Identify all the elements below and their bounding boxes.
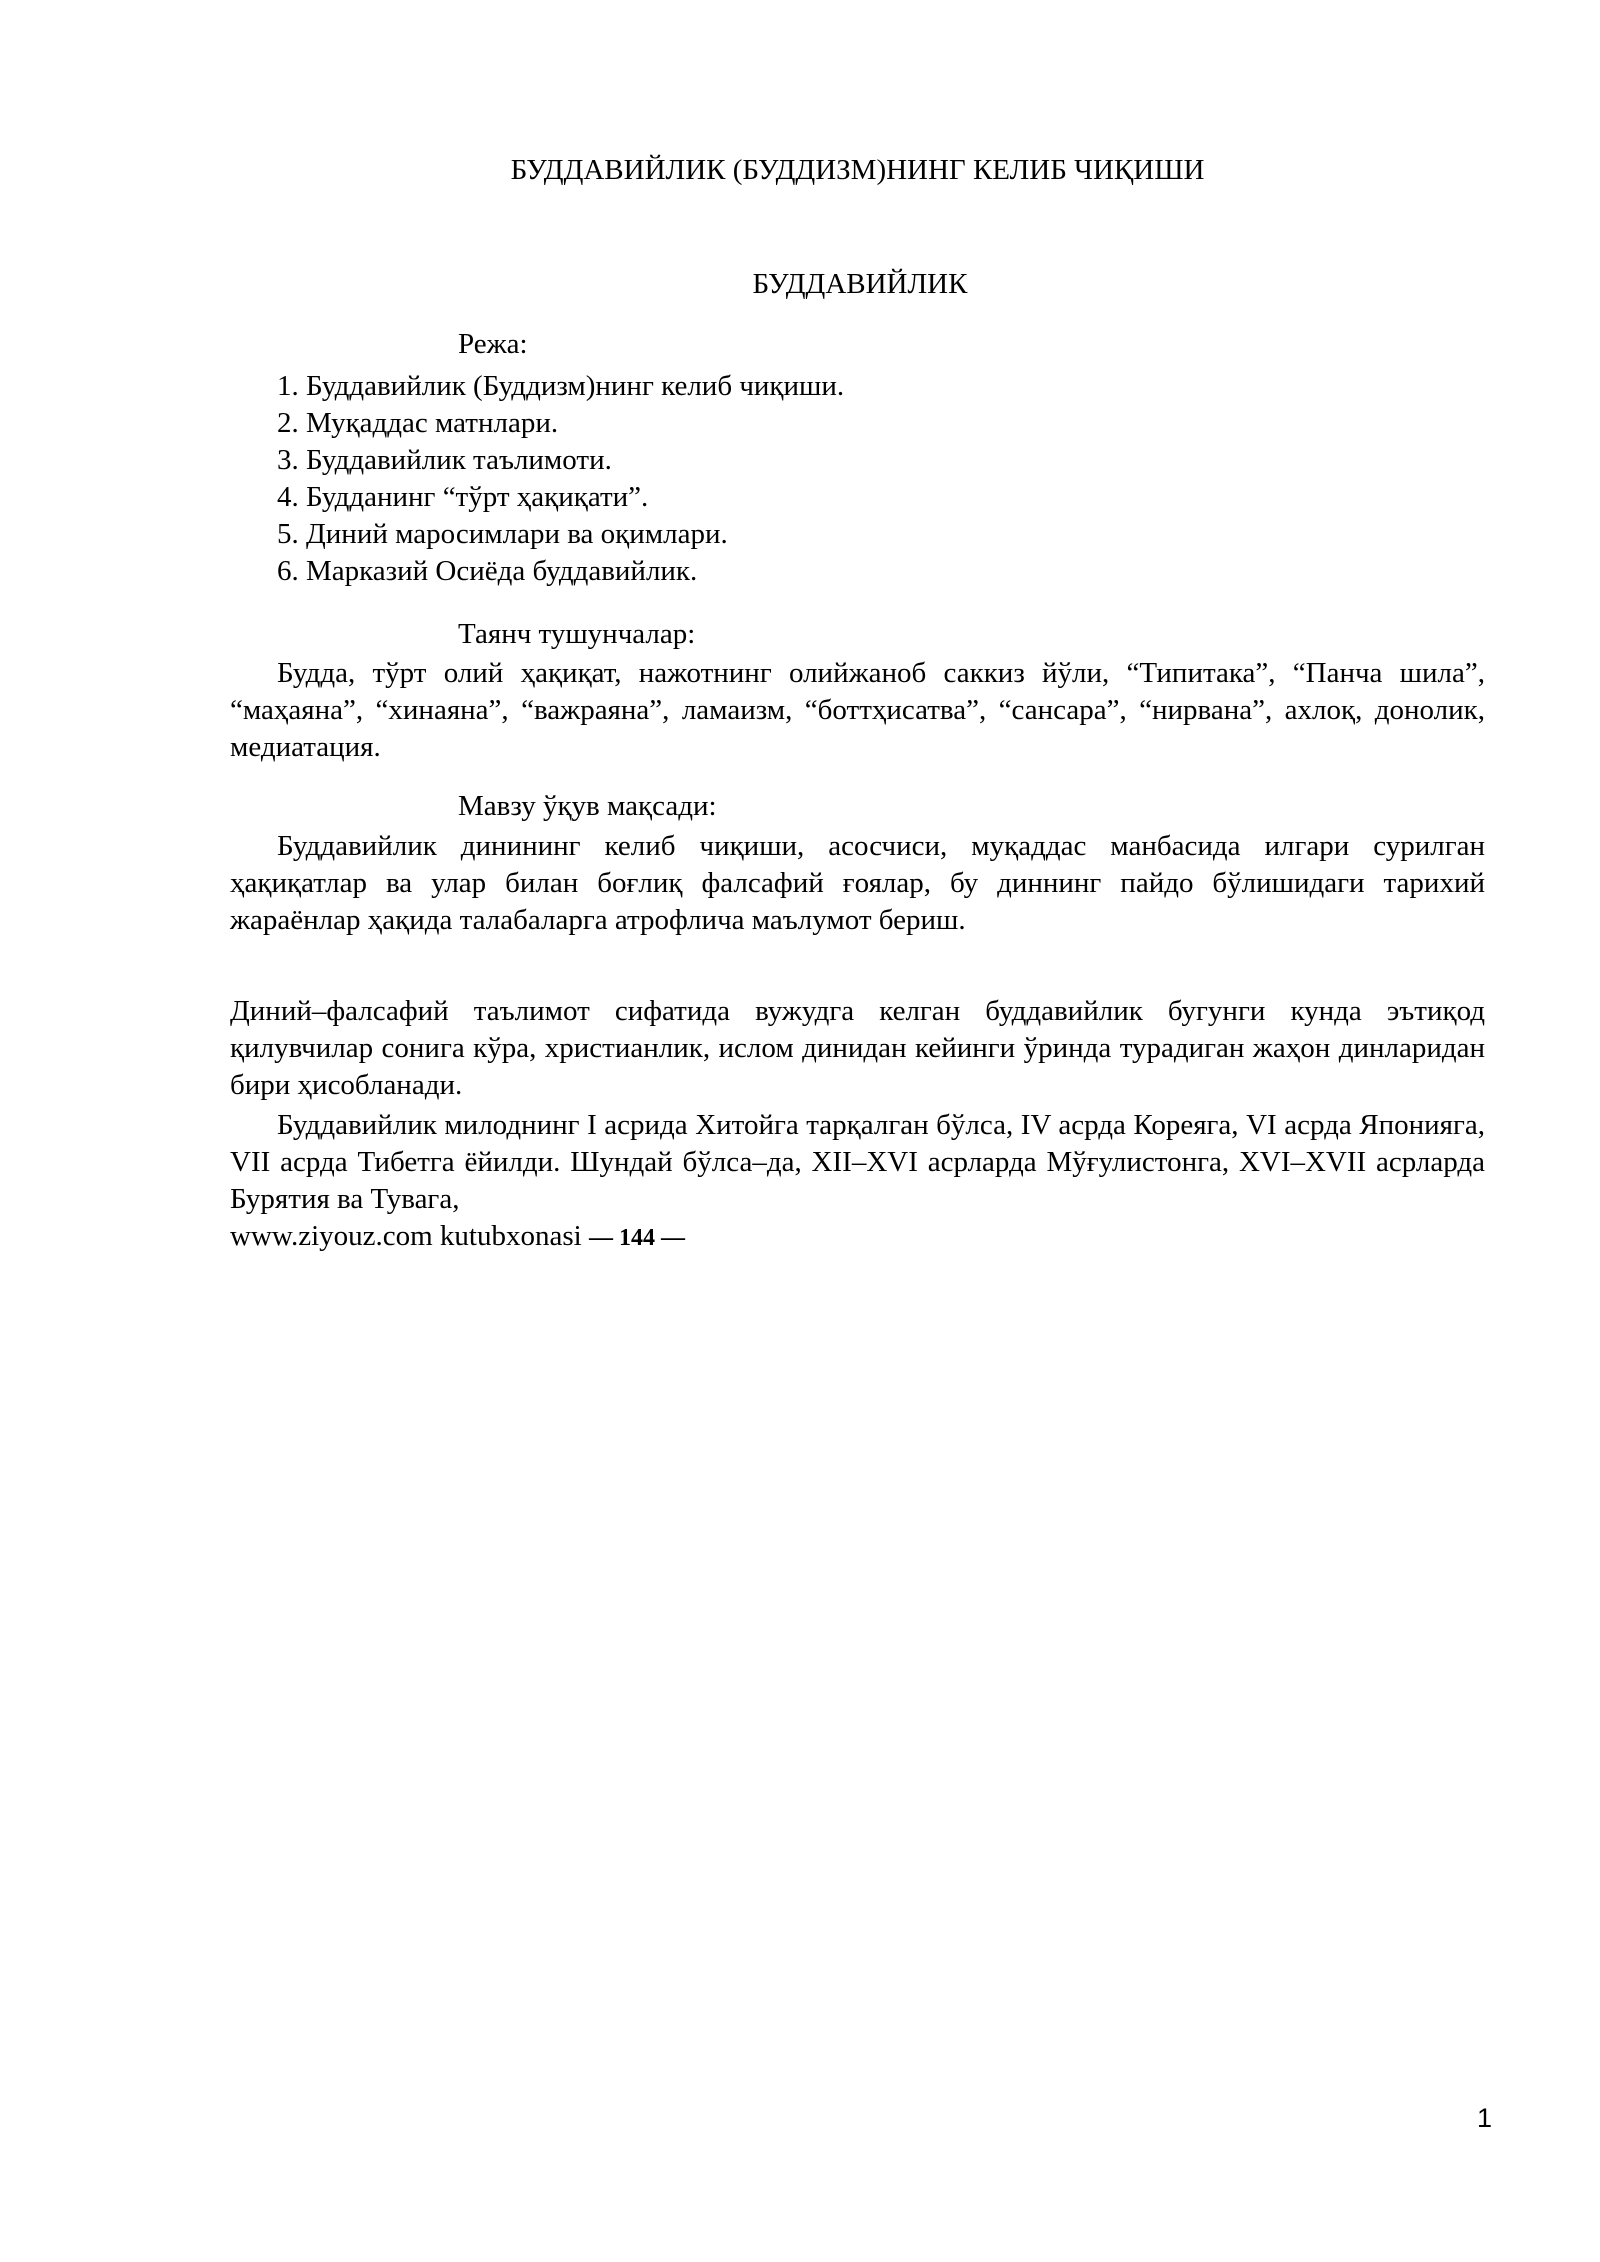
document-subtitle: БУДДАВИЙЛИК xyxy=(752,268,968,300)
goal-text: Буддавийлик динининг келиб чиқиши, асосчиси, муқаддас манбасида илгари сурилган ҳақиқатлар ва улар билан боғлиқ фалсафий ғоялар, бу диннинг пайдо бўлишидаги тарихий жараёнлар ҳақида талабаларга атрофлича маълумот бериш. xyxy=(230,830,1485,936)
plan-item: 3. Буддавийлик таълимоти. xyxy=(277,444,612,476)
plan-item: 1. Буддавийлик (Буддизм)нинг келиб чиқиши. xyxy=(277,370,845,402)
goal-heading: Мавзу ўқув мақсади: xyxy=(458,790,717,822)
footer-source: www.ziyouz.com kutubxonasi xyxy=(230,1220,582,1252)
plan-item: 2. Муқаддас матнлари. xyxy=(277,407,559,439)
page-number: 1 xyxy=(1476,2103,1492,2133)
plan-list xyxy=(277,368,844,590)
body-paragraph-2: Буддавийлик милоднинг I асрида Хитойга тарқалган бўлса, IV асрда Кореяга, VI асрда Японияга, VII асрда Тибетга ёйилди. Шундай бўлса–да, XII–XVI асрларда Мўғулистонга, XVI–XVII асрларда Бурятия ва Тувага, xyxy=(230,1109,1485,1215)
footer-source-line xyxy=(230,1218,685,1257)
document-title: БУДДАВИЙЛИК (БУДДИЗМ)НИНГ КЕЛИБ ЧИҚИШИ xyxy=(510,154,1205,186)
plan-heading: Режа: xyxy=(458,328,528,360)
plan-item: 5. Диний маросимлари ва оқимлари. xyxy=(277,518,728,550)
footer-page-marker: — 144 — xyxy=(588,1225,685,1251)
plan-item: 4. Будданинг “тўрт ҳақиқати”. xyxy=(277,481,649,513)
key-concepts-heading: Таянч тушунчалар: xyxy=(458,618,696,650)
plan-item: 6. Марказий Осиёда буддавийлик. xyxy=(277,555,698,587)
key-concepts-text: Будда, тўрт олий ҳақиқат, нажотнинг олийжаноб саккиз йўли, “Типитака”, “Панча шила”, “маҳаяна”, “хинаяна”, “важраяна”, ламаизм, “боттҳисатва”, “сансара”, “нирвана”, ахлоқ, донолик, медиатация. xyxy=(230,657,1485,763)
body-paragraph-1: Диний–фалсафий таълимот сифатида вужудга келган буддавийлик бугунги кунда эътиқод қилувчилар сонига кўра, христианлик, ислом динидан кейинги ўринда турадиган жаҳон динларидан бири ҳисобланади. xyxy=(230,995,1485,1101)
